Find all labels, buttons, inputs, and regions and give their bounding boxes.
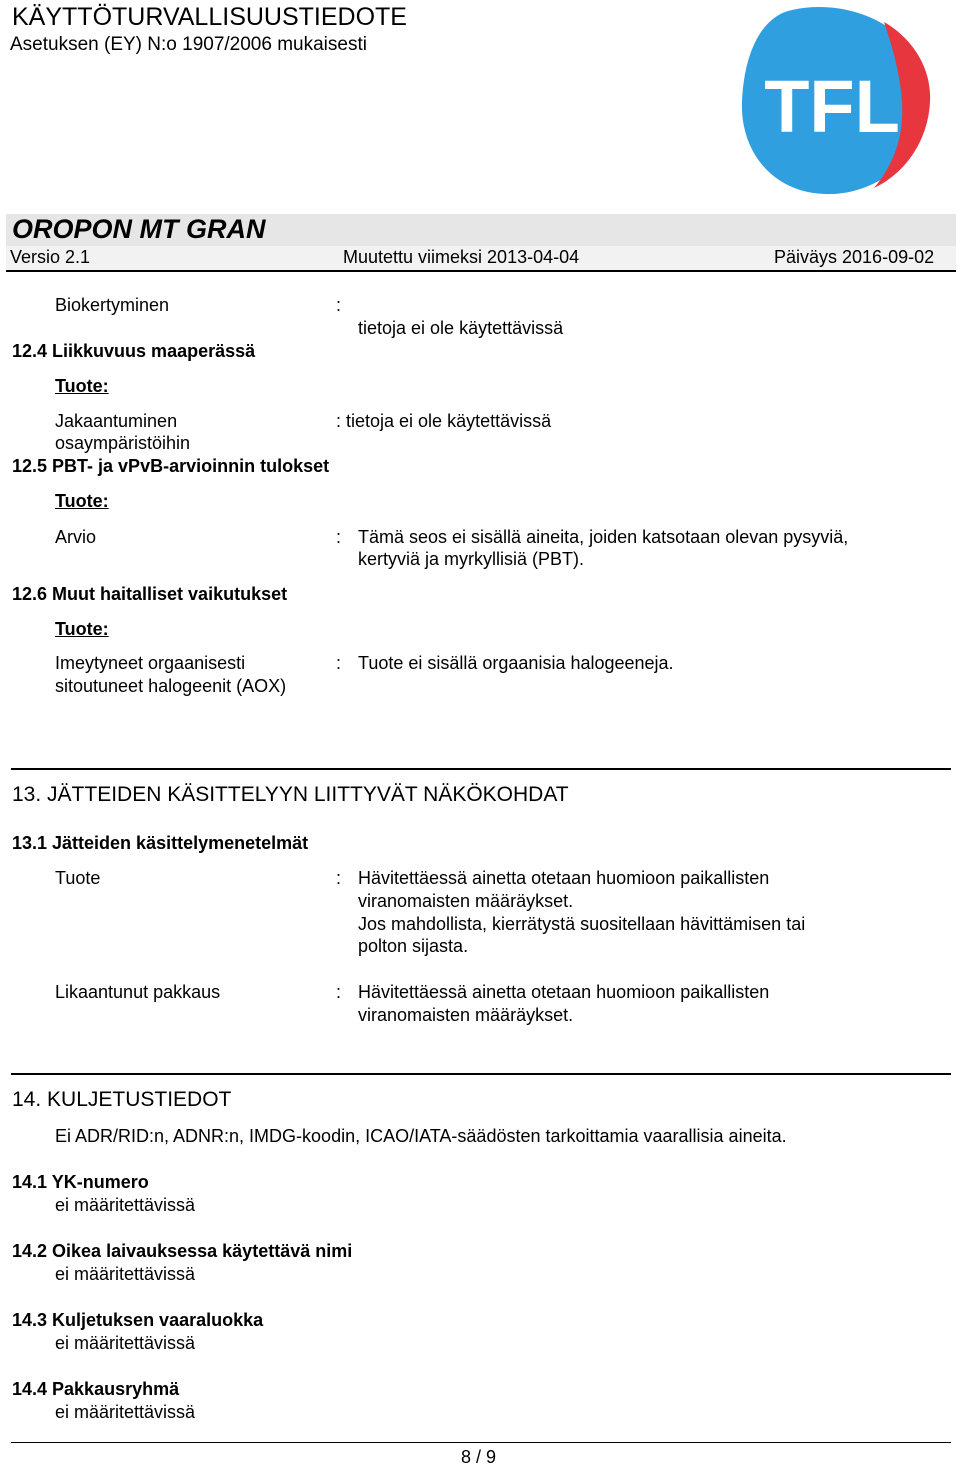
contaminated-packaging-colon: : — [336, 982, 342, 1002]
heading-13-1: 13.1 Jätteiden käsittelymenetelmät — [12, 833, 309, 853]
aox-label-line2: sitoutuneet halogeenit (AOX) — [55, 676, 287, 696]
section-14-heading: 14. KULJETUSTIEDOT — [12, 1088, 232, 1111]
assessment-colon: : — [336, 527, 342, 547]
heading-14-1: 14.1 YK-numero — [12, 1172, 149, 1192]
value-14-4: ei määritettävissä — [55, 1402, 196, 1422]
heading-12-5: 12.5 PBT- ja vPvB-arvioinnin tulokset — [12, 456, 330, 476]
contaminated-packaging-line2: viranomaisten määräykset. — [358, 1005, 574, 1025]
product-name: OROPON MT GRAN — [12, 214, 266, 244]
aox-label-line1: Imeytyneet orgaanisesti — [55, 653, 246, 673]
version: Versio 2.1 — [10, 247, 91, 267]
distribution-label-line2: osaympäristöihin — [55, 433, 191, 453]
aox-value: Tuote ei sisällä orgaanisia halogeeneja. — [358, 653, 674, 673]
waste-product-line2: viranomaisten määräykset. — [358, 891, 574, 911]
distribution-value: : tietoja ei ole käytettävissä — [336, 411, 552, 431]
assessment-value-line2: kertyviä ja myrkyllisiä (PBT). — [358, 549, 585, 569]
contaminated-packaging-line1: Hävitettäessä ainetta otetaan huomioon paikallisten — [358, 982, 770, 1002]
assessment-value-line1: Tämä seos ei sisällä aineita, joiden katsotaan olevan pysyviä, — [358, 527, 849, 547]
product-label-1: Tuote: — [55, 376, 109, 396]
waste-product-label: Tuote — [55, 868, 101, 888]
heading-14-4: 14.4 Pakkausryhmä — [12, 1379, 180, 1399]
aox-colon: : — [336, 653, 342, 673]
bioaccumulation-colon: : — [336, 295, 342, 315]
tfl-logo — [734, 2, 934, 200]
waste-product-line4: polton sijasta. — [358, 936, 469, 956]
waste-product-line1: Hävitettäessä ainetta otetaan huomioon paikallisten — [358, 868, 770, 888]
footer-divider — [11, 1442, 951, 1443]
assessment-label: Arvio — [55, 527, 97, 547]
distribution-label-line1: Jakaantuminen — [55, 411, 178, 431]
bioaccumulation-label: Biokertyminen — [55, 295, 170, 315]
document-title: KÄYTTÖTURVALLISUUSTIEDOTE — [12, 3, 407, 31]
product-label-2: Tuote: — [55, 491, 109, 511]
heading-14-3: 14.3 Kuljetuksen vaaraluokka — [12, 1310, 264, 1330]
value-14-2: ei määritettävissä — [55, 1264, 196, 1284]
product-label-3: Tuote: — [55, 619, 109, 639]
waste-product-line3: Jos mahdollista, kierrätystä suositellaan hävittämisen tai — [358, 914, 806, 934]
document-subtitle: Asetuksen (EY) N:o 1907/2006 mukaisesti — [10, 34, 367, 55]
issue-date: Päiväys 2016-09-02 — [774, 247, 935, 267]
page-number: 8 / 9 — [461, 1447, 497, 1467]
section-divider-14 — [11, 1073, 951, 1075]
heading-12-6: 12.6 Muut haitalliset vaikutukset — [12, 584, 288, 604]
logo-text: TFL — [764, 65, 900, 148]
revised-date: Muutettu viimeksi 2013-04-04 — [343, 247, 580, 267]
value-14-3: ei määritettävissä — [55, 1333, 196, 1353]
value-14-1: ei määritettävissä — [55, 1195, 196, 1215]
heading-12-4: 12.4 Liikkuvuus maaperässä — [12, 341, 256, 361]
bioaccumulation-value: tietoja ei ole käytettävissä — [358, 318, 564, 338]
transport-intro: Ei ADR/RID:n, ADNR:n, IMDG-koodin, ICAO/IATA-säädösten tarkoittamia vaarallisia aineita. — [55, 1126, 787, 1146]
waste-product-colon: : — [336, 868, 342, 888]
heading-14-2: 14.2 Oikea laivauksessa käytettävä nimi — [12, 1241, 353, 1261]
section-divider-13 — [11, 768, 951, 770]
section-13-heading: 13. JÄTTEIDEN KÄSITTELYYN LIITTYVÄT NÄKÖKOHDAT — [12, 783, 569, 806]
contaminated-packaging-label: Likaantunut pakkaus — [55, 982, 221, 1002]
